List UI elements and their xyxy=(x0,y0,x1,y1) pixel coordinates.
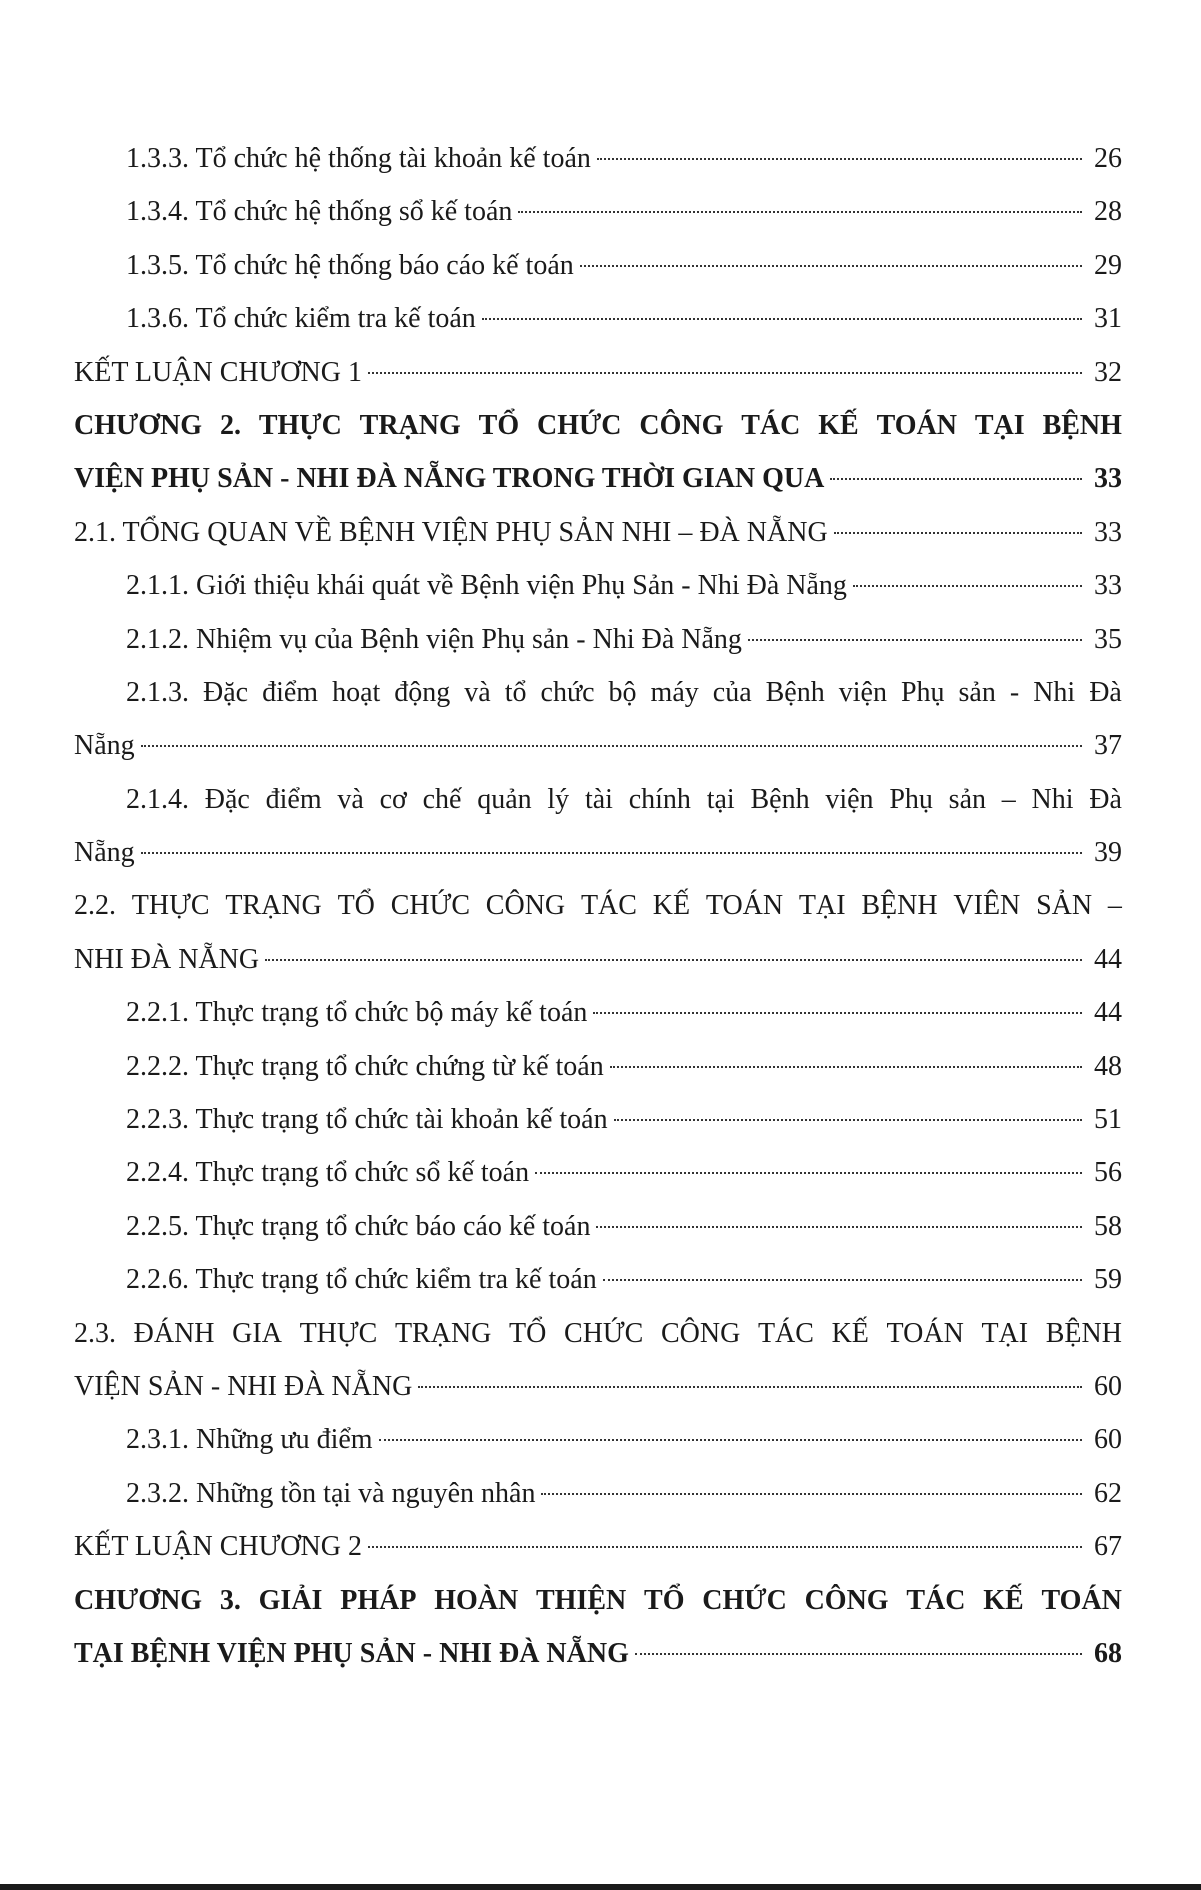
toc-word: Đặc xyxy=(204,783,250,815)
toc-word: PHÁP xyxy=(340,1584,417,1616)
toc-word: THỰC xyxy=(299,1317,378,1349)
toc-chapter-heading xyxy=(74,399,1122,452)
toc-leader-dots xyxy=(603,1277,1082,1281)
toc-entry xyxy=(74,185,1122,238)
toc-page-number: 44 xyxy=(1094,943,1122,975)
toc-entry-title: 1.3.3. Tổ chức hệ thống tài khoản kế toán xyxy=(126,143,591,174)
toc-page-number: 35 xyxy=(1094,623,1122,655)
toc-entry xyxy=(74,773,1122,826)
toc-entry-title: 1.3.6. Tổ chức kiểm tra kế toán xyxy=(126,303,476,335)
toc-entry xyxy=(74,1467,1122,1520)
toc-entry-title xyxy=(74,1574,1122,1627)
toc-word: điểm xyxy=(265,783,322,815)
toc-word: BỆNH xyxy=(861,890,938,922)
toc-entry-title: 2.2.4. Thực trạng tổ chức sổ kế toán xyxy=(126,1157,530,1189)
toc-entry xyxy=(74,506,1122,559)
toc-entry xyxy=(74,933,1122,986)
toc-entry-title: 2.2.2. Thực trạng tổ chức chứng từ kế toán xyxy=(126,1050,604,1082)
toc-page-number: 31 xyxy=(1094,303,1122,335)
toc-word: THỰC xyxy=(258,409,342,441)
toc-word: 2.1.4. xyxy=(126,783,189,815)
toc-word: SẢN xyxy=(1036,890,1093,922)
toc-page-number: 58 xyxy=(1094,1210,1122,1242)
toc-word: TOÁN xyxy=(876,409,958,441)
toc-leader-dots xyxy=(748,637,1082,641)
toc-word: GIẢI xyxy=(258,1584,323,1616)
toc-entry xyxy=(74,559,1122,612)
toc-entry xyxy=(74,1520,1122,1573)
toc-leader-dots xyxy=(368,1544,1082,1548)
toc-word: chức xyxy=(540,676,595,708)
toc-entry-title: 2.1.1. Giới thiệu khái quát về Bệnh viện Phụ Sản - Nhi Đà Nẵng xyxy=(126,570,847,602)
toc-word: Đặc xyxy=(203,676,249,708)
toc-entry xyxy=(74,1146,1122,1199)
toc-word: CHỨC xyxy=(702,1584,787,1616)
toc-word: TOÁN xyxy=(705,890,784,922)
toc-entry-title: 2.2.3. Thực trạng tổ chức tài khoản kế toán xyxy=(126,1104,608,1136)
toc-word: của xyxy=(712,676,752,708)
toc-page-number: 37 xyxy=(1094,730,1122,762)
toc-word: KẾ xyxy=(983,1584,1024,1616)
toc-word: BỆNH xyxy=(1045,1317,1122,1349)
toc-entry xyxy=(74,1040,1122,1093)
toc-page-number: 60 xyxy=(1094,1370,1122,1402)
toc-word: Phụ xyxy=(900,676,945,708)
toc-word: CHƯƠNG xyxy=(74,409,203,441)
toc-word: TOÁN xyxy=(1041,1584,1122,1616)
toc-word: – xyxy=(1001,783,1016,815)
toc-entry-title: TẠI BỆNH VIỆN PHỤ SẢN - NHI ĐÀ NẴNG xyxy=(74,1637,629,1669)
toc-leader-dots xyxy=(635,1651,1082,1655)
toc-word: tổ xyxy=(504,676,527,708)
toc-entry xyxy=(74,292,1122,345)
toc-word: TÁC xyxy=(580,890,637,922)
toc-entry xyxy=(74,1200,1122,1253)
toc-word: TỔ xyxy=(478,409,520,441)
toc-word: KẾ xyxy=(818,409,859,441)
toc-page-number: 39 xyxy=(1094,837,1122,869)
toc-entry xyxy=(74,239,1122,292)
toc-word: viện xyxy=(825,783,874,815)
toc-word: GIA xyxy=(232,1317,282,1349)
toc-entry-title: Nẵng xyxy=(74,837,135,869)
toc-entry xyxy=(74,1413,1122,1466)
toc-word: THỰC xyxy=(131,890,210,922)
toc-word: chính xyxy=(628,783,691,815)
toc-entry-title: 2.2.1. Thực trạng tổ chức bộ máy kế toán xyxy=(126,997,588,1029)
toc-entry xyxy=(74,879,1122,932)
toc-entry-title: 2.2.5. Thực trạng tổ chức báo cáo kế toán xyxy=(126,1210,591,1242)
toc-page-number: 33 xyxy=(1094,463,1122,495)
toc-word: tài xyxy=(584,783,613,815)
toc-page-number: 60 xyxy=(1094,1424,1122,1456)
toc-word: Đà xyxy=(1089,783,1122,815)
toc-leader-dots xyxy=(580,263,1082,267)
toc-word: động xyxy=(394,676,451,708)
toc-word: HOÀN xyxy=(434,1584,519,1616)
toc-word: TẠI xyxy=(974,409,1025,441)
table-of-contents xyxy=(74,132,1122,1680)
toc-entry-title xyxy=(126,773,1122,826)
toc-entry xyxy=(74,666,1122,719)
toc-leader-dots xyxy=(518,209,1082,213)
toc-word: TỔ xyxy=(509,1317,547,1349)
toc-word: 2.1.3. xyxy=(126,676,189,708)
toc-page-number: 33 xyxy=(1094,516,1122,548)
toc-entry-title: VIỆN SẢN - NHI ĐÀ NẴNG xyxy=(74,1370,413,1402)
toc-word: sản xyxy=(958,676,996,708)
toc-word: sản xyxy=(948,783,986,815)
toc-word: TRẠNG xyxy=(225,890,322,922)
toc-entry-title: KẾT LUẬN CHƯƠNG 1 xyxy=(74,356,362,388)
toc-word: KẾ xyxy=(652,890,691,922)
toc-entry-title: KẾT LUẬN CHƯƠNG 2 xyxy=(74,1531,362,1563)
toc-word: TÁC xyxy=(741,409,801,441)
toc-leader-dots xyxy=(141,743,1082,747)
toc-entry xyxy=(74,1307,1122,1360)
toc-word: máy xyxy=(650,676,699,708)
toc-word: VIÊN xyxy=(953,890,1021,922)
toc-word: Phụ xyxy=(889,783,933,815)
toc-word: ĐÁNH xyxy=(133,1317,215,1349)
toc-word: Bệnh xyxy=(765,676,825,708)
toc-word: - xyxy=(1009,676,1020,708)
toc-word: chế xyxy=(422,783,462,815)
toc-entry-title xyxy=(74,879,1122,932)
toc-word: TRẠNG xyxy=(394,1317,492,1349)
toc-entry xyxy=(74,1360,1122,1413)
toc-leader-dots xyxy=(535,1170,1082,1174)
toc-word: – xyxy=(1107,890,1122,922)
toc-leader-dots xyxy=(610,1064,1082,1068)
toc-word: CHỨC xyxy=(564,1317,644,1349)
toc-word: CHỨC xyxy=(537,409,622,441)
toc-leader-dots xyxy=(265,957,1082,961)
toc-leader-dots xyxy=(379,1437,1082,1441)
toc-word: CÔNG xyxy=(660,1317,741,1349)
toc-entry xyxy=(74,986,1122,1039)
toc-entry-title: 1.3.4. Tổ chức hệ thống sổ kế toán xyxy=(126,196,513,228)
toc-word: hoạt xyxy=(332,676,381,708)
toc-word: THIỆN xyxy=(536,1584,627,1616)
toc-word: 3. xyxy=(219,1584,241,1616)
toc-leader-dots xyxy=(368,370,1082,374)
toc-entry xyxy=(74,826,1122,879)
toc-leader-dots xyxy=(614,1117,1082,1121)
page-bottom-edge xyxy=(0,1884,1201,1890)
toc-word: TRẠNG xyxy=(359,409,461,441)
toc-chapter-heading xyxy=(74,452,1122,505)
toc-leader-dots xyxy=(141,850,1082,854)
toc-entry-title: 1.3.5. Tổ chức hệ thống báo cáo kế toán xyxy=(126,249,574,281)
toc-word: bộ xyxy=(608,676,637,708)
toc-word: Nhi xyxy=(1033,676,1076,708)
toc-entry-title: VIỆN PHỤ SẢN - NHI ĐÀ NẴNG TRONG THỜI GIAN QUA xyxy=(74,463,825,495)
toc-page-number: 68 xyxy=(1094,1637,1122,1669)
toc-page-number: 62 xyxy=(1094,1477,1122,1509)
toc-entry-title: 2.1.2. Nhiệm vụ của Bệnh viện Phụ sản - Nhi Đà Nẵng xyxy=(126,623,742,655)
toc-word: 2.3. xyxy=(74,1317,116,1349)
toc-word: CÔNG xyxy=(804,1584,889,1616)
toc-word: điểm xyxy=(262,676,319,708)
toc-page-number: 32 xyxy=(1094,356,1122,388)
toc-entry-title: 2.3.2. Những tồn tại và nguyên nhân xyxy=(126,1477,536,1509)
toc-entry-title: 2.3.1. Những ưu điểm xyxy=(126,1424,373,1456)
toc-word: và xyxy=(337,783,364,815)
toc-page-number: 26 xyxy=(1094,143,1122,174)
toc-word: TỔ xyxy=(337,890,375,922)
toc-entry xyxy=(74,1253,1122,1306)
toc-word: và xyxy=(464,676,491,708)
toc-word: TOÁN xyxy=(886,1317,964,1349)
toc-leader-dots xyxy=(418,1384,1082,1388)
toc-entry-title xyxy=(74,399,1122,452)
toc-page-number: 51 xyxy=(1094,1104,1122,1136)
toc-entry xyxy=(74,1093,1122,1146)
toc-page-number: 29 xyxy=(1094,249,1122,281)
toc-entry-title: 2.2.6. Thực trạng tổ chức kiểm tra kế toán xyxy=(126,1264,597,1296)
toc-word: Nhi xyxy=(1031,783,1074,815)
toc-page-number: 44 xyxy=(1094,997,1122,1029)
toc-leader-dots xyxy=(482,316,1082,320)
toc-leader-dots xyxy=(597,156,1082,160)
toc-leader-dots xyxy=(853,583,1082,587)
toc-entry-title: Nẵng xyxy=(74,730,135,762)
toc-leader-dots xyxy=(593,1010,1082,1014)
toc-page-number: 59 xyxy=(1094,1264,1122,1296)
toc-word: Bệnh xyxy=(750,783,810,815)
toc-word: KẾ xyxy=(831,1317,869,1349)
toc-word: viện xyxy=(838,676,887,708)
toc-word: CÔNG xyxy=(485,890,566,922)
toc-entry-title xyxy=(126,666,1122,719)
toc-word: TẠI xyxy=(798,890,846,922)
toc-chapter-heading xyxy=(74,1627,1122,1680)
toc-entry xyxy=(74,132,1122,185)
toc-word: TÁC xyxy=(757,1317,814,1349)
toc-word: Đà xyxy=(1089,676,1122,708)
toc-word: 2.2. xyxy=(74,890,116,922)
toc-page-number: 67 xyxy=(1094,1531,1122,1563)
toc-word: TÁC xyxy=(906,1584,966,1616)
toc-word: CHỨC xyxy=(390,890,470,922)
toc-entry xyxy=(74,613,1122,666)
toc-word: BỆNH xyxy=(1042,409,1122,441)
toc-word: tại xyxy=(706,783,735,815)
toc-page-number: 33 xyxy=(1094,570,1122,602)
toc-leader-dots xyxy=(830,476,1082,480)
toc-word: quản xyxy=(477,783,532,815)
toc-page-number: 28 xyxy=(1094,196,1122,228)
toc-entry-title: NHI ĐÀ NẴNG xyxy=(74,943,260,975)
toc-leader-dots xyxy=(834,530,1082,534)
toc-word: 2. xyxy=(219,409,241,441)
toc-chapter-heading xyxy=(74,1574,1122,1627)
toc-word: TẠI xyxy=(981,1317,1029,1349)
toc-word: cơ xyxy=(379,783,407,815)
toc-word: CHƯƠNG xyxy=(74,1584,203,1616)
toc-entry xyxy=(74,346,1122,399)
toc-word: lý xyxy=(547,783,570,815)
toc-word: TỔ xyxy=(644,1584,685,1616)
toc-word: CÔNG xyxy=(639,409,724,441)
toc-entry xyxy=(74,719,1122,772)
toc-leader-dots xyxy=(596,1224,1082,1228)
toc-page-number: 48 xyxy=(1094,1050,1122,1082)
toc-entry-title xyxy=(74,1307,1122,1360)
toc-entry-title: 2.1. TỔNG QUAN VỀ BỆNH VIỆN PHỤ SẢN NHI – ĐÀ NẴNG xyxy=(74,516,828,548)
toc-leader-dots xyxy=(541,1491,1082,1495)
toc-page-number: 56 xyxy=(1094,1157,1122,1189)
